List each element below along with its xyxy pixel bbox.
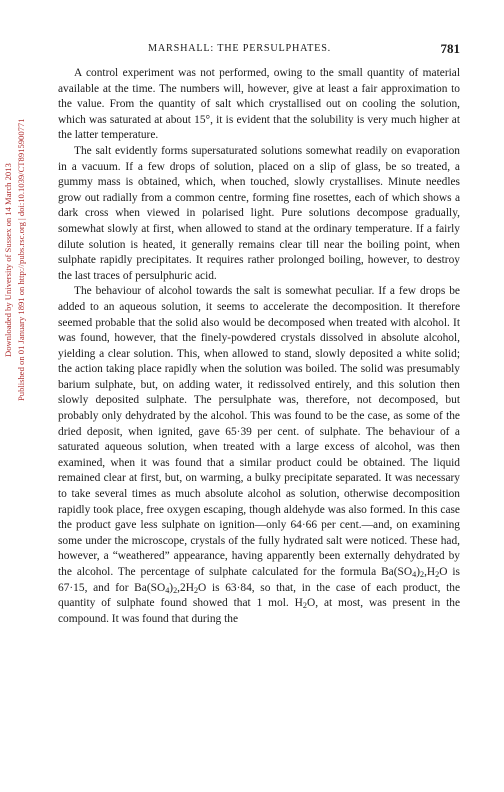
formula-part: O <box>306 597 316 610</box>
download-notice: Downloaded by University of Sussex on 14 March 2013 <box>3 163 13 357</box>
formula-part: H <box>294 597 303 610</box>
formula-part: ,H <box>424 566 436 578</box>
publication-notice: Published on 01 January 1891 on http://pubs.rsc.org | doi:10.1039/CT8915900771 <box>16 118 26 402</box>
formula-subscript: 2 <box>173 585 178 595</box>
paragraph-3-text-b: is 67·15, and for <box>58 566 460 594</box>
formula-part: Ba(SO <box>134 581 166 594</box>
page-number: 781 <box>440 41 460 56</box>
formula-part: O <box>439 566 448 578</box>
formula-part: Ba(SO <box>381 566 413 578</box>
formula-subscript: 4 <box>165 585 170 595</box>
formula-monohydrate <box>381 566 447 578</box>
formula-subscript: 2 <box>193 585 199 595</box>
formula-subscript: 2 <box>435 570 440 580</box>
paragraph-3-text-d: , at most, was present in the compound. It was found that during the <box>58 597 461 625</box>
running-title: MARSHALL: THE PERSULPHATES. <box>148 43 332 54</box>
paragraph-2: The salt evidently forms supersaturated solutions somewhat readily on evaporation in a vacuum. If a few drops of solution, placed on a slip of glass, be so treated, a gummy mass is obtained, which, when touched, slowly crystallises. Minute needles grow out radially from a common centre, forming fine rosettes, each of which shows a dark cross when viewed in polarised light. Pure solutions decompose gradually, somewhat slowly at first, when allowed to stand at the ordinary temperature. If a fairly dilute solution is heated, it generally remains clear till near the boiling point, when sulphate rapidly precipitates. It requires rather prolonged boiling, however, to destroy the last traces of persulphuric acid. <box>58 144 460 282</box>
paragraph-3 <box>58 284 460 627</box>
formula-part: ) <box>416 566 420 578</box>
formula-subscript: 2 <box>419 570 425 580</box>
page-header <box>58 43 460 57</box>
formula-subscript: 2 <box>302 601 307 611</box>
paragraph-3-text-c: is 63·84, so that, in the case of each product, the quantity of sulphate found showed that 1 mol. <box>58 581 461 610</box>
formula-part: ) <box>169 581 174 594</box>
formula-water <box>295 597 316 609</box>
formula-part: O <box>198 581 207 594</box>
paragraph-3-text-a: The behaviour of alcohol towards the salt is somewhat peculiar. If a few drops be added to an aqueous solution, it seems to accelerate the decomposition. It therefore seemed probable that the solid also would be decomposed when treated with alcohol. It was found, however, that the finely-powdered crystals dissolved in absolute alcohol, yielding a clear solution. This, when allowed to stand, slowly deposited a white solid; the action taking place rapidly when the solution was boiled. The solid was presumably barium sulphate, but, on adding water, it redissolved entirely, and this solution then slowly deposited sulphate. The persulphate was, therefore, not decomposed, but probably only dehydrated by the alcohol. This was found to be the case, as some of the dried deposit, when ignited, gave 65·39 per cent. of sulphate. The behaviour of a saturated aqueous solution, when treated with a large excess of alcohol, was then examined, when it was found that a similar product could be obtained. The liquid remained clear at first, but, on warming, a bulky precipitate separated. It was necessary to take several times as much absolute alcohol as solution, otherwise decomposition rapidly took place, free oxygen escaping, though aldehyde was also formed. In this case the product gave less sulphate on ignition—only 64·66 per cent.—and, on examining some under the microscope, crystals of the fully hydrated salt were noticed. These had, however, a “weathered” appearance, having apparently been externally dehydrated by the alcohol. The percentage of sulphate calculated for the formula <box>58 285 460 578</box>
formula-part: ,2H <box>177 581 194 594</box>
body-text <box>58 66 460 627</box>
formula-subscript: 4 <box>412 570 417 580</box>
formula-dihydrate <box>134 582 206 594</box>
paragraph-1: A control experiment was not performed, owing to the small quantity of material available at the time. The numbers will, however, give at least a fair approximation to the value. From the quantity of salt which crystallised out on cooling the solution, which was saturated at about 15°, it is evident that the solubility is very much higher at the latter temperature. <box>58 67 460 142</box>
